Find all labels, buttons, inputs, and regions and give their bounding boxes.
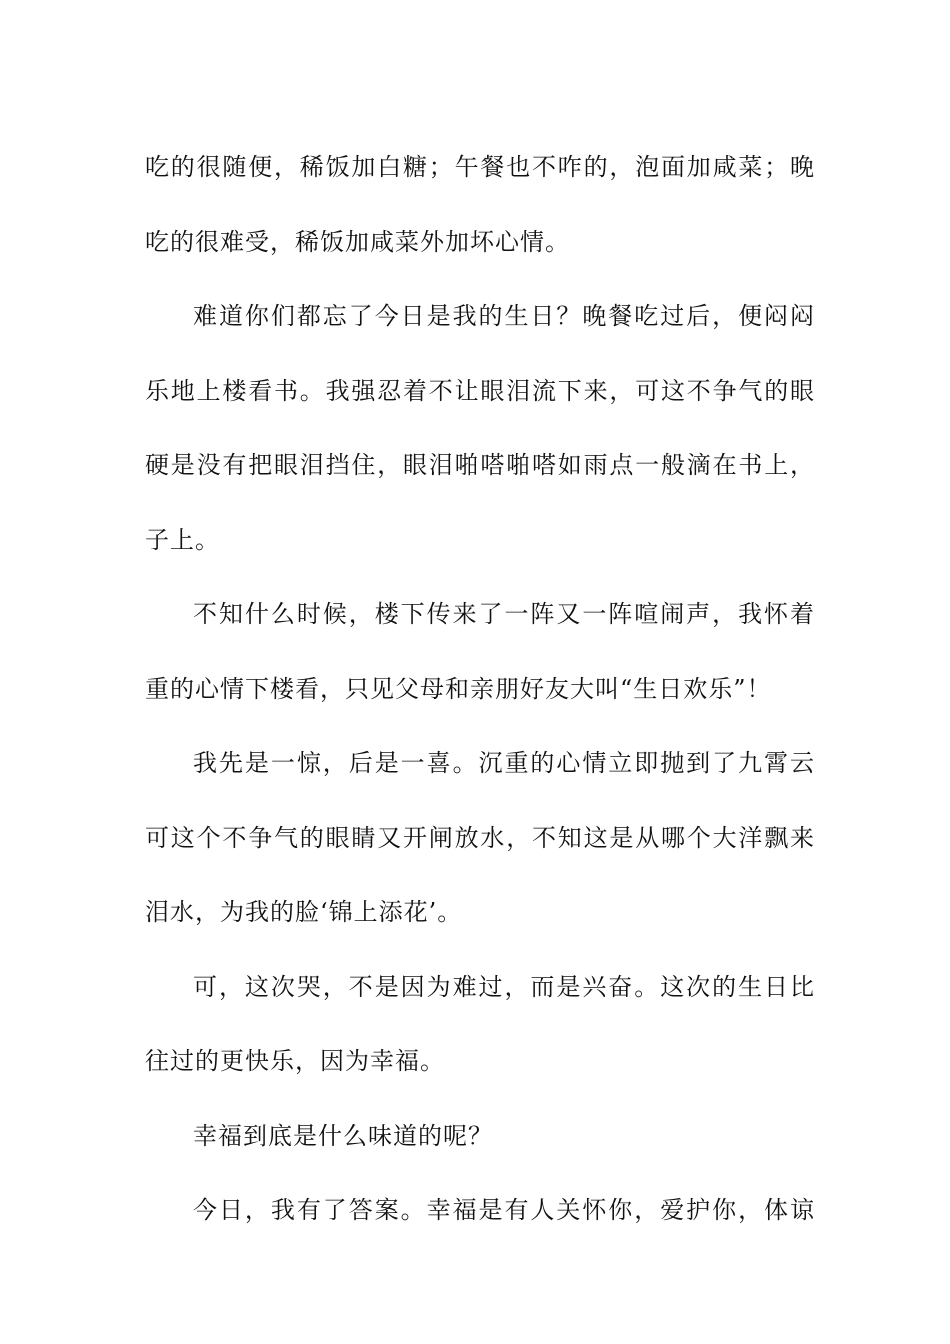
paragraph-start-line: 难道你们都忘了今日是我的生日？晚餐吃过后，便闷闷 — [193, 302, 815, 330]
text-line: 泪水，为我的脸‘锦上添花’。 — [145, 898, 463, 926]
paragraph-start-line: 不知什么时候，楼下传来了一阵又一阵喧闹声，我怀着 — [193, 600, 815, 628]
text-line: 往过的更快乐，因为幸福。 — [145, 1047, 445, 1075]
text-line: 子上。 — [145, 525, 220, 554]
paragraph-start-line: 幸福到底是什么味道的呢？ — [193, 1121, 493, 1150]
text-line: 硬是没有把眼泪挡住，眼泪啪嗒啪嗒如雨点一般滴在书上， — [145, 451, 815, 479]
text-line: 可这个不争气的眼睛又开闸放水，不知这是从哪个大洋飘来 — [145, 823, 815, 852]
text-line: 乐地上楼看书。我强忍着不让眼泪流下来，可这不争气的眼 — [145, 376, 815, 405]
paragraph-start-line: 今日，我有了答案。幸福是有人关怀你，爱护你，体谅 — [193, 1196, 815, 1224]
paragraph-start-line: 我先是一惊，后是一喜。沉重的心情立即抛到了九霄云 — [193, 749, 815, 777]
essay-body — [145, 130, 815, 1248]
text-line: 重的心情下楼看，只见父母和亲朋好友大叫“生日欢乐”！ — [145, 674, 772, 703]
paragraph-start-line: 可，这次哭，不是因为难过，而是兴奋。这次的生日比 — [193, 972, 815, 1001]
text-line: 吃的很随便，稀饭加白糖；午餐也不咋的，泡面加咸菜；晚 — [145, 153, 815, 181]
text-line: 吃的很难受，稀饭加咸菜外加坏心情。 — [145, 227, 570, 256]
